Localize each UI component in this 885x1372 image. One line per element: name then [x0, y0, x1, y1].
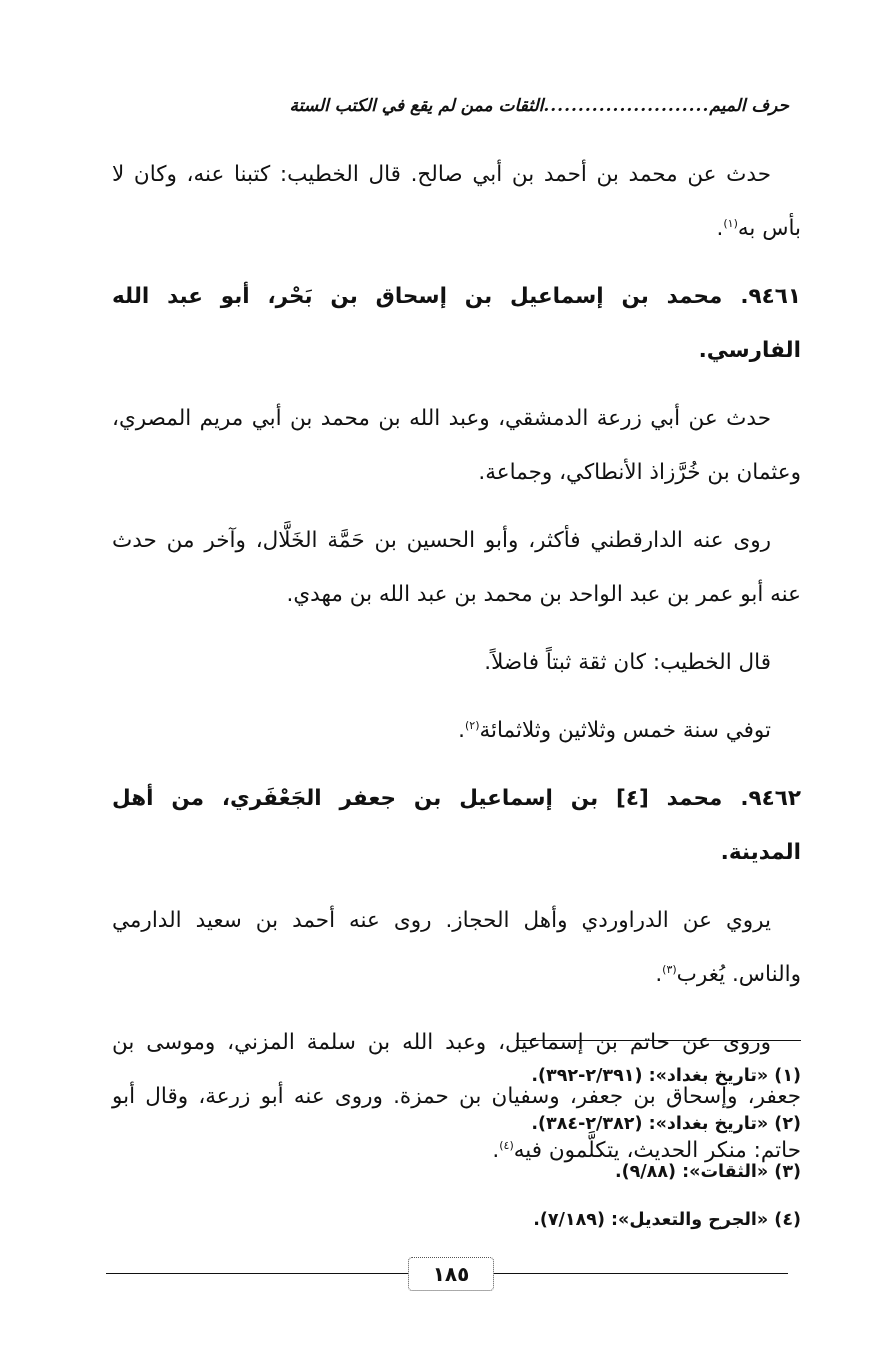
paragraph: حدث عن محمد بن أحمد بن أبي صالح. قال الخطيب: كتبنا عنه، وكان لا بأس به$^{(١)}$.: [112, 162, 801, 241]
header-book-title: الثقات ممن لم يقع في الكتب الستة: [289, 96, 544, 116]
footer-rule-right: [494, 1273, 788, 1274]
paragraph: حدث عن أبي زرعة الدمشقي، وعبد الله بن محمد بن أبي مريم المصري، وعثمان بن خُرَّزاذ الأنطاكي، وجماعة.: [112, 406, 801, 485]
footnote: (٤) «الجرح والتعديل»: (٧/١٨٩).: [533, 1210, 801, 1230]
footnote-ref: (٤): [499, 1138, 514, 1152]
footer-rule-left: [106, 1273, 408, 1274]
header-dots: ........................: [543, 96, 710, 116]
entry-title: محمد بن إسماعيل بن إسحاق بن بَحْر، أبو عبد الله الفارسي.: [112, 284, 801, 363]
main-text: [112, 148, 801, 1192]
paragraph: قال الخطيب: كان ثقة ثبتاً فاضلاً.: [484, 650, 771, 675]
footnote-ref: (٢): [464, 718, 480, 732]
header-chapter: حرف الميم: [709, 96, 789, 116]
running-header: [128, 96, 789, 116]
footnote: (٣) «الثقات»: (٩/٨٨).: [614, 1162, 801, 1182]
page-number: ١٨٥: [408, 1257, 494, 1291]
footnote-ref: (٣): [662, 962, 677, 976]
footnotes: [112, 1052, 801, 1244]
footnote: (٢) «تاريخ بغداد»: (٢/٣٨٢-٣٨٤).: [531, 1114, 801, 1134]
entry-title: محمد [٤] بن إسماعيل بن جعفر الجَعْفَري، من أهل المدينة.: [112, 786, 801, 865]
entry-number: ٩٤٦١.: [740, 284, 801, 309]
footnote: (١) «تاريخ بغداد»: (٢/٣٩١-٣٩٢).: [531, 1066, 801, 1086]
footnote-ref: (١): [723, 216, 738, 230]
paragraph: روى عنه الدارقطني فأكثر، وأبو الحسين بن حَمَّة الخَلَّال، وآخر من حدث عنه أبو عمر بن عبد الواحد بن محمد بن عبد الله بن مهدي.: [112, 528, 801, 607]
paragraph: توفي سنة خمس وثلاثين وثلاثمائة$^{(٢)}$.: [458, 718, 771, 743]
paragraph: يروي عن الدراوردي وأهل الحجاز. روى عنه أحمد بن سعيد الدارمي والناس. يُغرب$^{(٣)}$.: [112, 908, 801, 987]
entry-number: ٩٤٦٢.: [740, 786, 801, 811]
paragraph: وروى عن حاتم بن إسماعيل، وعبد الله بن سلمة المزني، وموسى بن جعفر، وإسحاق بن جعفر، وسفيان بن حمزة. وروى عنه أبو زرعة، وقال أبو حاتم: منكر الحديث، يتكلَّمون فيه$^{(٤)}$.: [112, 1030, 801, 1163]
entry-heading: [112, 270, 801, 378]
footnote-separator: [516, 1040, 801, 1041]
entry-heading: [112, 772, 801, 880]
